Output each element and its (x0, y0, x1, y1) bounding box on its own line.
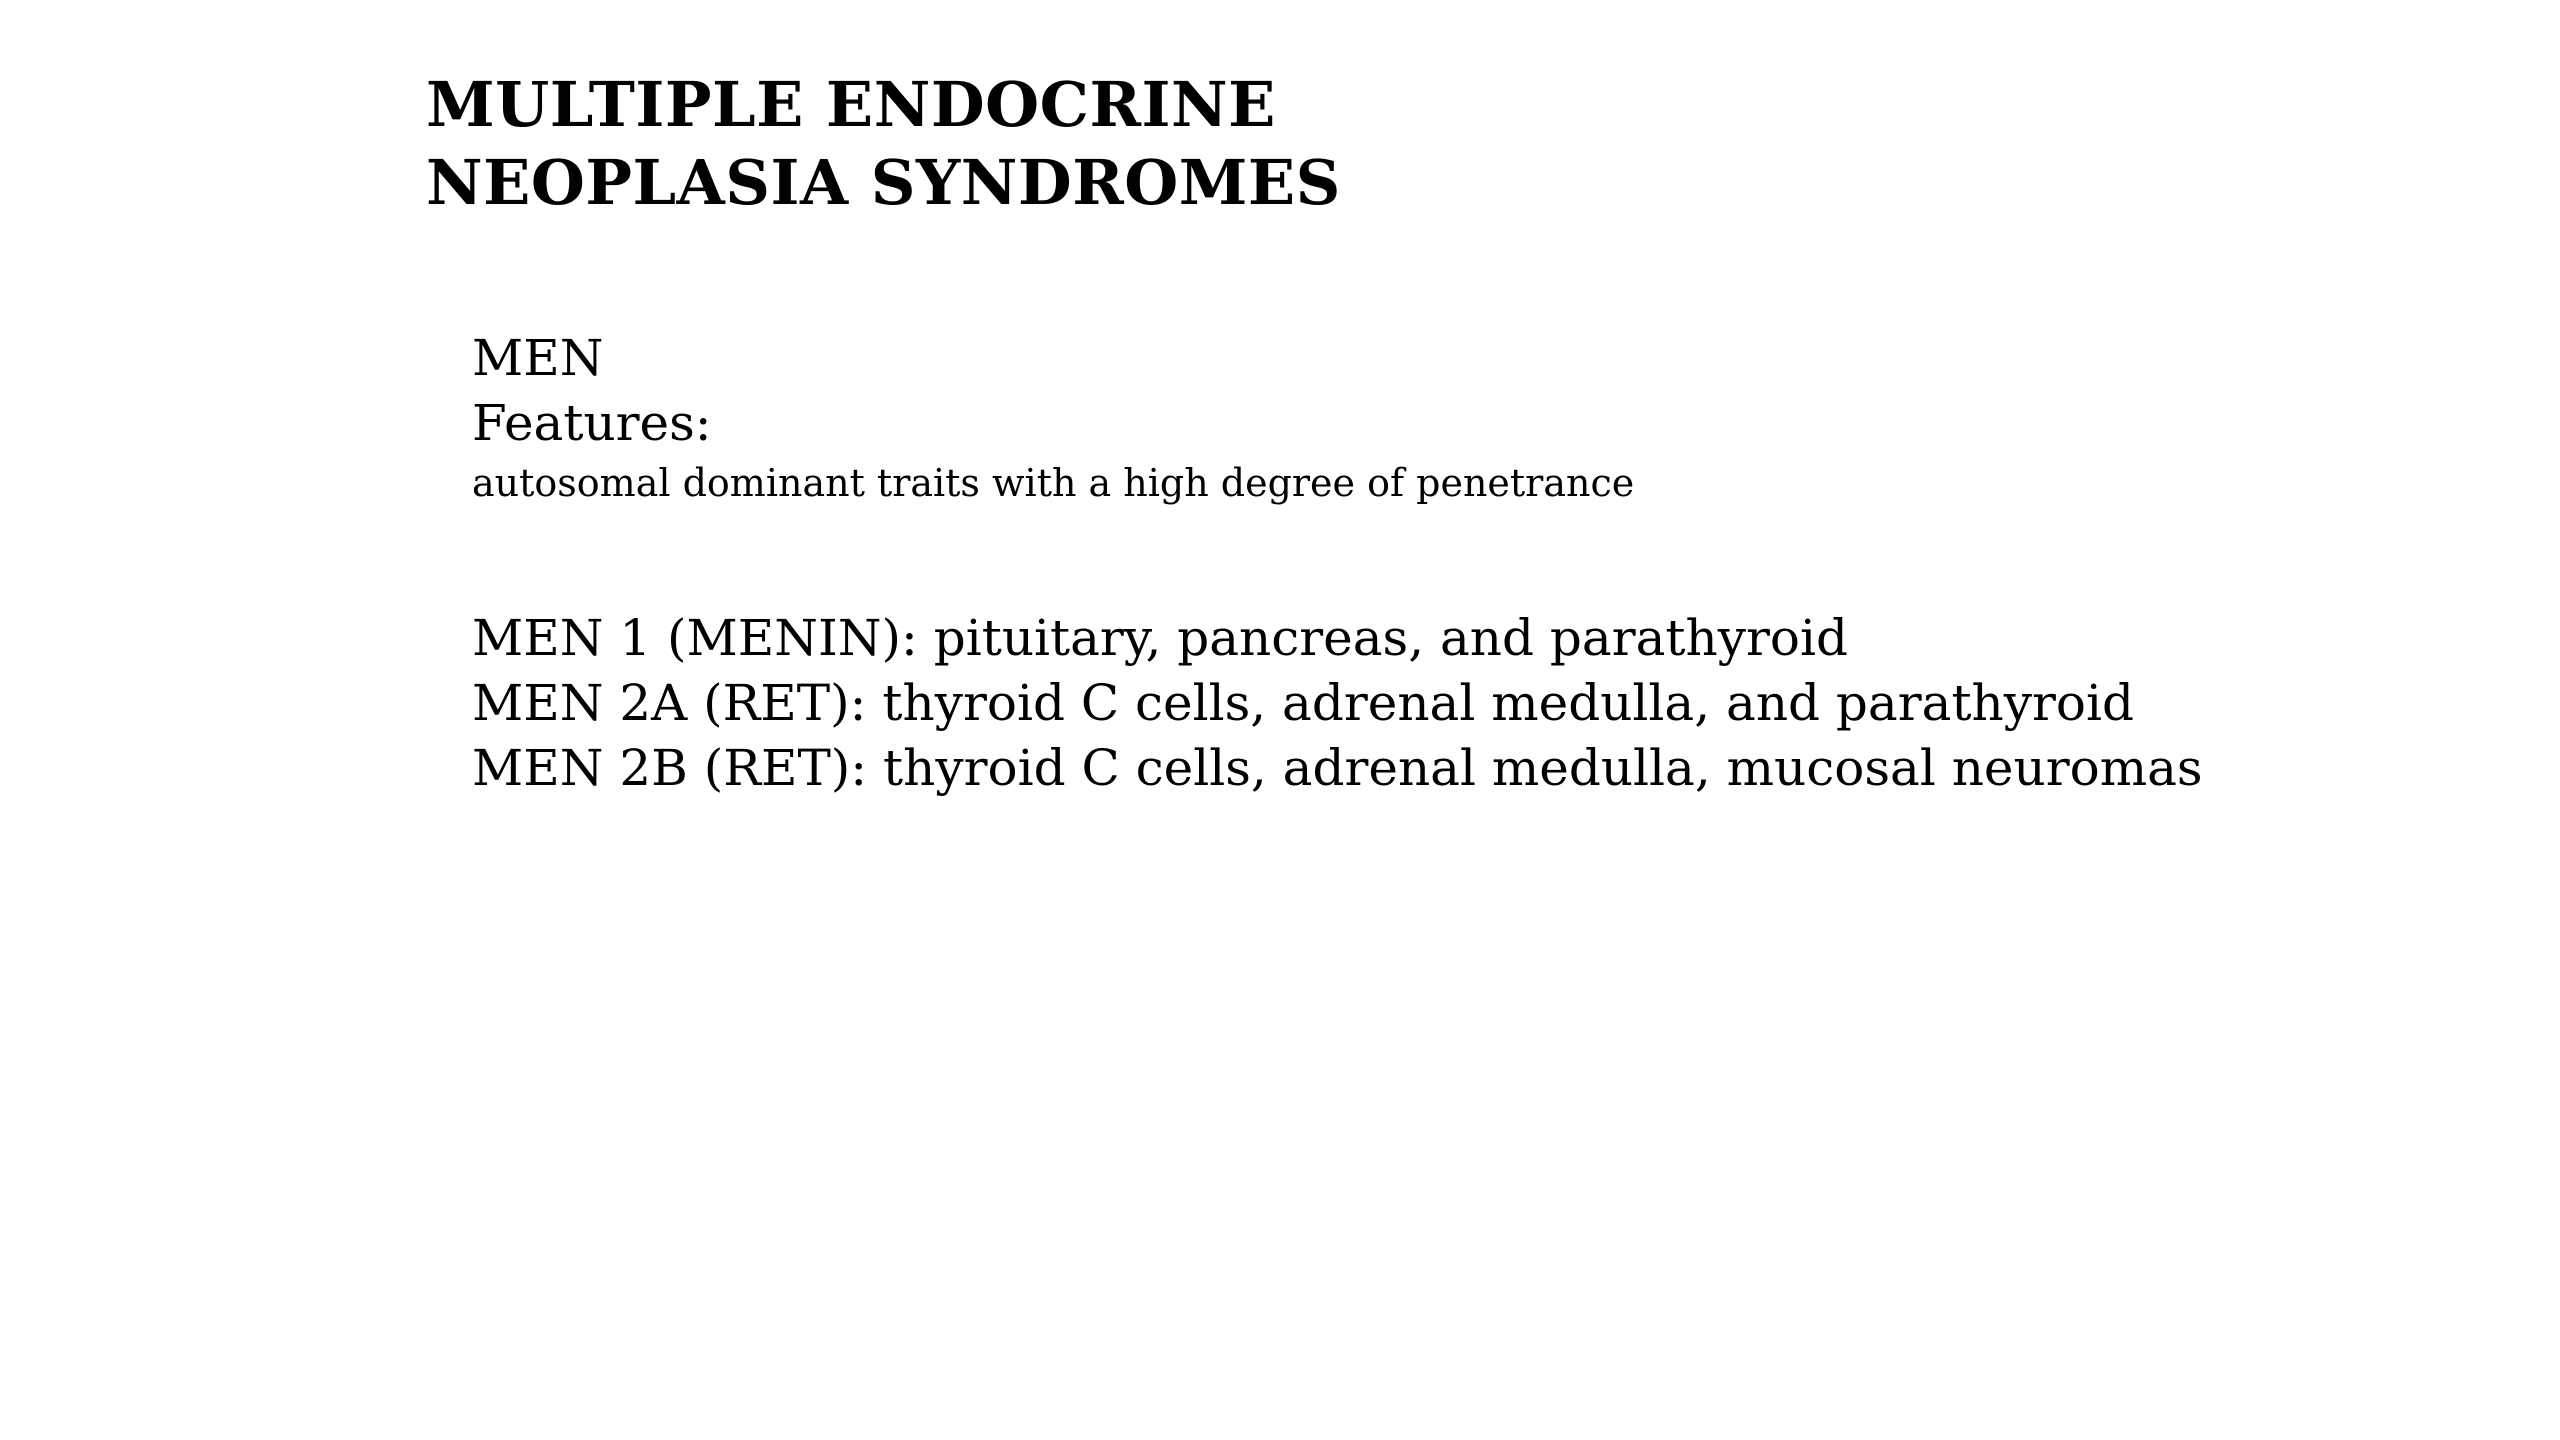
men-heading: MEN (472, 329, 604, 387)
syndrome-men2b: MEN 2B (RET): thyroid C cells, adrenal medulla, mucosal neuromas (472, 739, 2203, 797)
features-label: Features: (472, 394, 712, 452)
slide-title-line-2: NEOPLASIA SYNDROMES (426, 146, 1341, 219)
slide-title-line-1: MULTIPLE ENDOCRINE (426, 68, 1276, 141)
syndrome-list (472, 606, 2203, 801)
features-text: autosomal dominant traits with a high degree of penetrance (472, 461, 1635, 505)
intro-block (472, 326, 1634, 508)
slide-title (426, 66, 1341, 222)
syndrome-men2a: MEN 2A (RET): thyroid C cells, adrenal medulla, and parathyroid (472, 674, 2134, 732)
syndrome-men1: MEN 1 (MENIN): pituitary, pancreas, and parathyroid (472, 609, 1848, 667)
